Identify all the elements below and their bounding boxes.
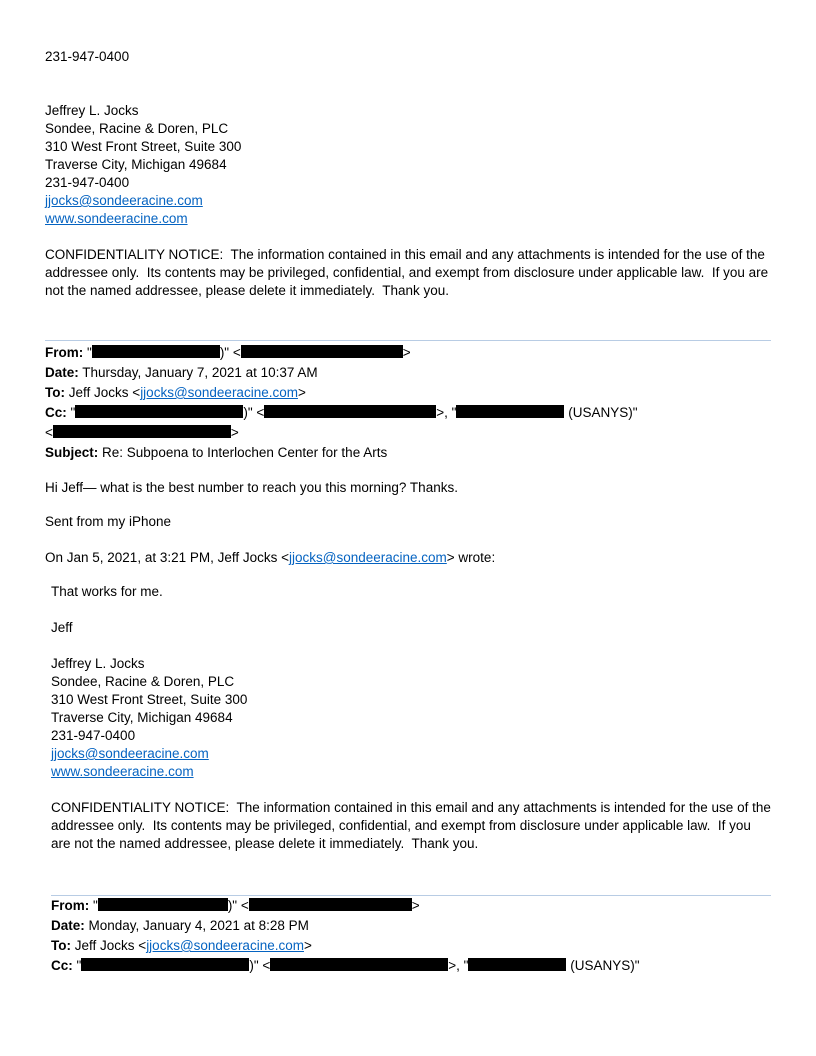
cc-continuation-line-1 — [45, 423, 771, 443]
signature-block-1 — [45, 102, 771, 228]
signature-website-line — [51, 763, 771, 781]
signature-firm: Sondee, Racine & Doren, PLC — [45, 121, 229, 136]
quoted-reply-text: That works for me. — [51, 584, 163, 599]
redaction-box — [456, 405, 564, 418]
cc-label: Cc: — [51, 958, 73, 973]
redaction-box — [53, 425, 231, 438]
punct-close-angle: > — [303, 938, 312, 953]
wrote-line — [45, 549, 771, 567]
cc-label: Cc: — [45, 405, 67, 420]
redaction-box — [81, 958, 249, 971]
date-value: Monday, January 4, 2021 at 8:28 PM — [88, 918, 309, 933]
redaction-box — [92, 345, 220, 358]
signature-firm: Sondee, Racine & Doren, PLC — [51, 674, 235, 689]
punct-mid: )" < — [219, 345, 241, 360]
usanys-suffix: (USANYS)" — [564, 405, 638, 420]
punct-list-sep: >, " — [436, 405, 457, 420]
confidentiality-notice-2: CONFIDENTIALITY NOTICE: The information contained in this email and any attachments is intended for the use of the addressee only. Its contents may be privileged, confidential, and exempt from disclosure under applicable law. If you are not the named addressee, please delete it immediately. Thank you. — [51, 800, 775, 851]
top-phone: 231-947-0400 — [45, 49, 130, 64]
signature-email-line — [45, 192, 771, 210]
punct-open-quote: " — [87, 345, 92, 360]
punct-close-angle: > — [411, 898, 420, 913]
punct-mid: )" < — [243, 405, 265, 420]
message-header-1 — [45, 343, 771, 463]
punct-list-sep: >, " — [448, 958, 469, 973]
signature-city: Traverse City, Michigan 49684 — [45, 157, 227, 172]
date-value: Thursday, January 7, 2021 at 10:37 AM — [82, 365, 318, 380]
redaction-box — [270, 958, 448, 971]
redaction-box — [75, 405, 243, 418]
signature-website-link[interactable]: www.sondeeracine.com — [45, 211, 188, 226]
redaction-box — [98, 898, 228, 911]
date-line-2 — [51, 916, 771, 936]
punct-open-quote: " — [93, 898, 98, 913]
signature-website-line — [45, 210, 771, 228]
sent-from-text: Sent from my iPhone — [45, 514, 172, 529]
subject-value: Re: Subpoena to Interlochen Center for the Arts — [102, 445, 388, 460]
wrote-post: > wrote: — [446, 550, 496, 565]
punct-close-angle: > — [297, 385, 306, 400]
usanys-suffix: (USANYS)" — [566, 958, 640, 973]
cc-line-2 — [51, 956, 771, 976]
to-name: Jeff Jocks < — [68, 385, 141, 400]
signature-email-line — [51, 745, 771, 763]
date-label: Date: — [45, 365, 79, 380]
date-label: Date: — [51, 918, 85, 933]
punct-open-angle: < — [45, 425, 53, 440]
punct-mid: )" < — [227, 898, 249, 913]
punct-close-angle: > — [230, 425, 239, 440]
redaction-box — [468, 958, 566, 971]
redaction-box — [241, 345, 403, 358]
punct-open-quote: " — [70, 405, 76, 420]
message-header-2 — [51, 896, 771, 976]
redaction-box — [249, 898, 412, 911]
subject-label: Subject: — [45, 445, 99, 460]
from-line-2 — [51, 896, 771, 916]
date-line-1 — [45, 363, 771, 383]
signature-name: Jeffrey L. Jocks — [45, 103, 139, 118]
signature-website-link[interactable]: www.sondeeracine.com — [51, 764, 194, 779]
from-label: From: — [45, 345, 84, 360]
to-name: Jeff Jocks < — [74, 938, 147, 953]
signature-street: 310 West Front Street, Suite 300 — [51, 692, 248, 707]
from-line-1 — [45, 343, 771, 363]
wrote-pre: On Jan 5, 2021, at 3:21 PM, Jeff Jocks < — [45, 550, 290, 565]
greeting-text: Hi Jeff— what is the best number to reach you this morning? Thanks. — [45, 480, 458, 495]
to-line-1 — [45, 383, 771, 403]
signature-phone: 231-947-0400 — [45, 175, 130, 190]
punct-open-quote: " — [76, 958, 82, 973]
wrote-email-link[interactable]: jjocks@sondeeracine.com — [289, 550, 447, 565]
from-label: From: — [51, 898, 90, 913]
confidentiality-notice-1: CONFIDENTIALITY NOTICE: The information contained in this email and any attachments is intended for the use of the addressee only. Its contents may be privileged, confidential, and exempt from disclosure under applicable law. If you are not the named addressee, please delete it immediately. Thank you. — [45, 247, 772, 298]
to-email-link[interactable]: jjocks@sondeeracine.com — [140, 385, 298, 400]
to-label: To: — [45, 385, 65, 400]
signature-email-link[interactable]: jjocks@sondeeracine.com — [45, 193, 203, 208]
to-email-link[interactable]: jjocks@sondeeracine.com — [146, 938, 304, 953]
signature-phone: 231-947-0400 — [51, 728, 136, 743]
redaction-box — [264, 405, 436, 418]
quoted-signoff: Jeff — [51, 620, 73, 635]
to-label: To: — [51, 938, 71, 953]
quoted-message — [51, 583, 775, 976]
message-divider-1 — [45, 340, 771, 341]
to-line-2 — [51, 936, 771, 956]
punct-close-angle: > — [402, 345, 411, 360]
cc-line-1 — [45, 403, 771, 423]
signature-name: Jeffrey L. Jocks — [51, 656, 145, 671]
signature-city: Traverse City, Michigan 49684 — [51, 710, 233, 725]
subject-line-1 — [45, 443, 771, 463]
signature-street: 310 West Front Street, Suite 300 — [45, 139, 242, 154]
punct-mid: )" < — [249, 958, 271, 973]
signature-block-2 — [51, 655, 771, 781]
signature-email-link[interactable]: jjocks@sondeeracine.com — [51, 746, 209, 761]
